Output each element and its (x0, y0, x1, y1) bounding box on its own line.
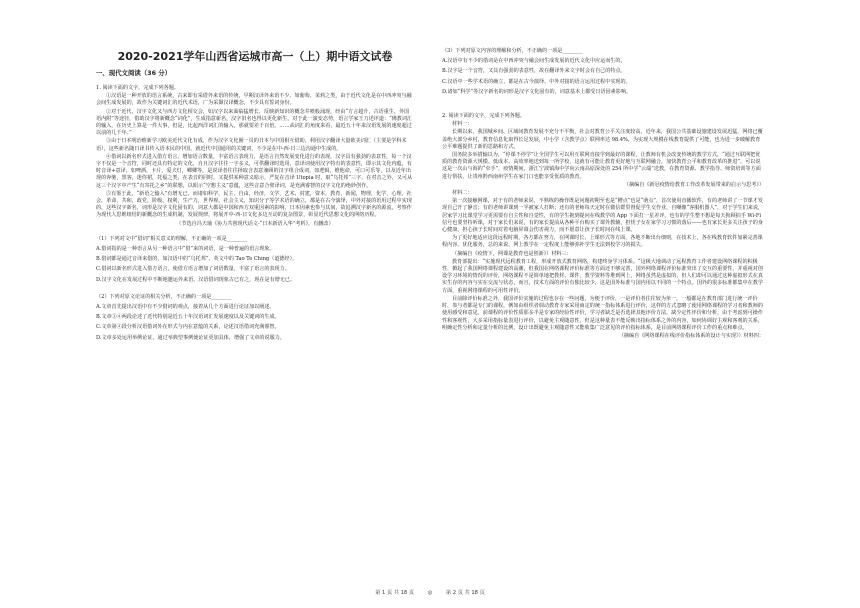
paragraph: 为了更好地适应这段远程时期，各方都在努力，在网课时长、上课形式等方面，各地不断出台细则，在技术上，各在线教育软件加紧完善课程内容、优化服务，总的来说，网上教学在一定程度上能够弥补学生无法到校学习的损失。 (442, 235, 763, 249)
option-c: C.文章第④段分析汉语借词外在形式与内在意蕴的关系，论述汉语借词充满睿智。 (96, 324, 280, 331)
right-page (427, 0, 860, 608)
option-b: B.借词都是通过音译来借的，如汉语中的“乌托邦”、英文中的 Tao Te Ching（道德经）。 (96, 256, 298, 263)
source-note: （摘编自《新冠疫情给教育工作改革发展带来的启示与思考》） (623, 181, 764, 188)
question-stem: （3）下列对原文内容的理解和分析，不正确的一项是________ (442, 48, 583, 54)
option-b: B.汉字是一个音符，又具有强劲的表意性，故在翻译外来文字时会有自己的特点。 (442, 68, 626, 75)
paragraph: 第一次接触网课，对于有的老师来说，不熟练的操作既是问题初期至也是“槽点”也是“萌点”，首次使用直播软件，有的老师讲了一节课才发现自己开了静音；有的老师讲课到一半被家人打断；还有的老师每天定时在微信群里督促学生交作业，自嘲像“客服机器人”，对于学生们来说，居家学习比课堂学习更需要有自主性和自觉性，有的学生拖到提问在线教学的 App 下面打一星差评，也有的学生整不想是每天拘顾拍手 Wi-Fi 信号也要坚持听课，对于家长们来说，有的家长提前从各种平台购买了课外教辅，担忧子女在家学习习惯的落后——也有家长更多关注孩子的身心健康，担心孩子长时间对着电脑屏幕会伤害视力，而不愿意让孩子长时间在线上课。 (442, 198, 764, 234)
paragraph: ②对于近代，汉字文化又与西方文化相交会，如汉字以来面临猛增长，反映新知识的概念井喷般涌现，经由“方言超升，古语重生，外国语内附”等途径，借助汉字将新概念“词化”，生成指意新名，汉字旧名也得以更化新生，对于此一演变态势，语言学家王力述评道：“佛教词汇的输入，在历史上算是一件大事，但是，比起西洋词汇的输入，那就要差千百倍。……从词汇的角度来看，最近五十年来汉语发展的速度超过以前的几千年。” (96, 108, 413, 137)
material-label: 材料一： (452, 121, 473, 128)
option-c: C.汉语中一些学术语的确立，都是在古今演绎、中外对接的语言运用过程中实现的。 (442, 78, 631, 85)
paragraph: 目前除评价标准之外，我国评价实施的过程也存在一些问题，为便于评价，一是评价者往往较为单一，一般都是在教育部门进行统一评价时，参与者都是专门的课程，例如由组织者调动教育专家采用商定的统一指标体系进行评价，这样的方式忽略了使用网络课程的学习者和教师的使用感受和意见，前课程的评价性质那多半是专家的经验性评价，学习者缺乏是否选择其他评价方法，缺少定性评价和分析，由于考虑到可操作性和客观性，大多采用指标量表进行评价，以避免主观随意性，但是这种量表不能反映出指标体系之外的内容，如何协调好主观和客观的关系，明确定性分析和定量分析的比例，设计出既避免主观随意性又能收集广泛意见的评价指标体系，是目前网络课程评价工作的重点和难点。 (442, 295, 763, 331)
option-d: D.汉字文化在发展过程中不断地邀运外来语，汉语借词现象古已有之，现在是有增无已。 (96, 276, 296, 283)
question-stem: （2）下列对原文论证的相关分析，不正确的一项是________ (96, 293, 232, 300)
page-number-right: 第 2 页 共 18 页 (445, 590, 485, 596)
question-stem: （1）下列对文中“借词”相关意义的理解，不正确的一项是________ (96, 235, 248, 242)
option-d: D.诸如“科学”等汉字新名的词形是汉字文化固有的，词意基本上都受日语因素影响。 (442, 88, 632, 95)
option-a: A.汉语中有不少的借词是在中西冲突与融会间生成发展的近代文化中应运而生的。 (442, 58, 626, 65)
source-note: （摘编自《网络课程在线评价指标体系的设计与实现》）材料四： (618, 332, 764, 339)
paragraph: ⑤有鉴于此，“新语之输入”有增无已，而诸如科学，民主，自由，经济，文学，艺术，封建，资本，教育，新闻，物理，化学，心理，社会，革命，共和，政党，阶级，权利，生产力，世界观，社会主义，知识分子等学术语的确立，都是在古今演绎，中外对接的语用过程中实现的，这些汉字新名，词形是汉字文化固有的，词意大都是中国和西方双重因素的影响，日本因素也参与其间，故追溯汉字新名的源流，考察作为现代人思维纽结的新概念的生成机制，发展规律，将展开中-西-日文化多边互动的复杂图景，彰显近代思想文化的网络历程。 (96, 190, 412, 219)
question-intro: 1. 阅读下面的文字，完成下列各题。 (96, 85, 179, 91)
option-b: B.文章③④两段论述了近代特别是近五十年汉语词汇发展速度以及关键词的生成。 (96, 314, 280, 321)
paragraph: 国务院多举措输以为，“停课不停学”让全国学生可以用互联网直接学到最好的课程，让教师有机会改变传统的教学方式，“通过互联网把优质的教育资源大规模、低成本、高效率地送到每一所学校，这就有可能让教育更好地与互联网融合，加快教育公平和教育改革的推进”。可以说这是一次山与海的“牵手”，疫情期间，浙江宁波镇海中学向云南高原深处的 254 所中学“云端”送教，在教育资源、教学指导、师资培训等方面进行帮扶，让贵州黔西南州学生在家门口也能享受优质的教育。 (442, 152, 761, 180)
question-intro: 2. 阅读下面的文字，完成下列各题。 (442, 113, 525, 120)
separator-icon: ◎ (427, 590, 433, 596)
option-c: C.借词以新名形式进入借方语言，使借方语言增加了词语数量，丰富了语言的表现力。 (96, 266, 290, 273)
option-a: A.文章首先提出汉语中有不少借词的观点，接着从几个方面进行论证加以阐述。 (96, 304, 275, 311)
source-note: （摘编自《疫情下，网课是教育也是创新》）材料三： (452, 250, 572, 257)
paragraph: 教育部提出：“实施现代远程教育工程，形成开放式教育网络，构建终身学习体系。“这极大地调动了远程教育工作者建设网络课程的积极性，掀起了我国网络课程建设的高潮，但我国在网络课程评价标准等方面还不够完善，国外网络课程评价标准突出了交互的重要性，并重视对创设学习环境的情况的评价，网络课程不是简单地把教材、课件，教学资料等堆到网上，网络虽然是虚拟的，但人们却可以通过这种虚拟形式在真实生存的内容与实在交流与状态，而且，技术方面的评价有独比较少，这是国外标准与国内用以不同的一个特点。国外的很多标准都集中在教学方面，重视网络课程的可用性评价。 (442, 258, 763, 294)
paragraph: ③由于日本明治维新学习欧美近代文化有成，作为汉字文化圈一员的日本与中国相互借助，利用汉字翻译大量欧美词汇（主要是学科术语），这些新名随日译书传入语本民的中国，就近代中国通用的关键词，不少是在中-西-日三边沟通中生成的。 (96, 138, 407, 152)
source-note: （节选自冯天瑜《协力共创现代话文-“日本新语入华”考析》，有删改） (176, 220, 334, 227)
material-label: 材料二： (452, 190, 473, 197)
paragraph: 长期以来，我国城乡间、区域间教育发展不充分不平衡，社会对教育公平关注度较高。近年来，我国公共基础设施建设发展迅猛，网络已覆盖绝大部分乡村，教育信息化取得长足发展，中小学（含教学点）联网率达 98.4%，为实现大规模在线教育提供了可能，也为进一步破解教育公平难题提供了新的思路和方式。 (442, 129, 763, 150)
paragraph: ①汉语是一种开放的语言系统，古来即有采借外来语的传统，早期汉译外来语不少，如葡萄、茉莉之类，由于近代文化是在中西冲突与融会间生成发展的，故作为关键词汇的近代术语，广为采撷汉译概念，不少具有誓词身份。 (96, 93, 412, 107)
paragraph: ④借词以新名形式进入借方语言，增加语言数量，丰富语言表现力，是语言自然发展变化进行的表现，汉字具有强劲的表意性，每一个汉字不仅是一个音符，同时还具有特定的文化，自且汉字往往一字多义，可供翻译时选用，意译词使用汉字特有的表意性，即示其文化内蕴，有时音译+意译，如啤酒，卡片，爱犬灯，卿卿等，是说译者往往择取含表意兼顾的汉字组合成词，如逻辑，维他命，可口可乐等，以及近年出现的奔驰，黑客，迷你裙，托福之类，在表音的同时，又提供某种意义暗示，严复在音译 Utopia 时，取“乌托邦”三字，在对音之外，又可从这三个汉字中产生“有寄托之乡”的联想，以昭示“空想主义”意蕴，这些音意合璧译词，是充满睿智的汉字文化的绝妙创作。 (96, 153, 413, 189)
page-footer (0, 589, 860, 596)
page-number-left: 第 1 页 共 18 页 (375, 590, 415, 596)
option-d: D.文章多处运用举例论证，通过举典型事例使论证更加具体，增强了文章的说服力。 (96, 334, 285, 341)
option-a: A.借词指的是一种语言从另一种语言中“借”来的词语，是一种普遍的语言现象。 (96, 246, 275, 253)
exam-title: 2020-2021学年山西省运城市高一（上）期中语文试卷 (117, 50, 393, 63)
section-heading: 一、现代文阅读（36 分） (96, 69, 172, 77)
